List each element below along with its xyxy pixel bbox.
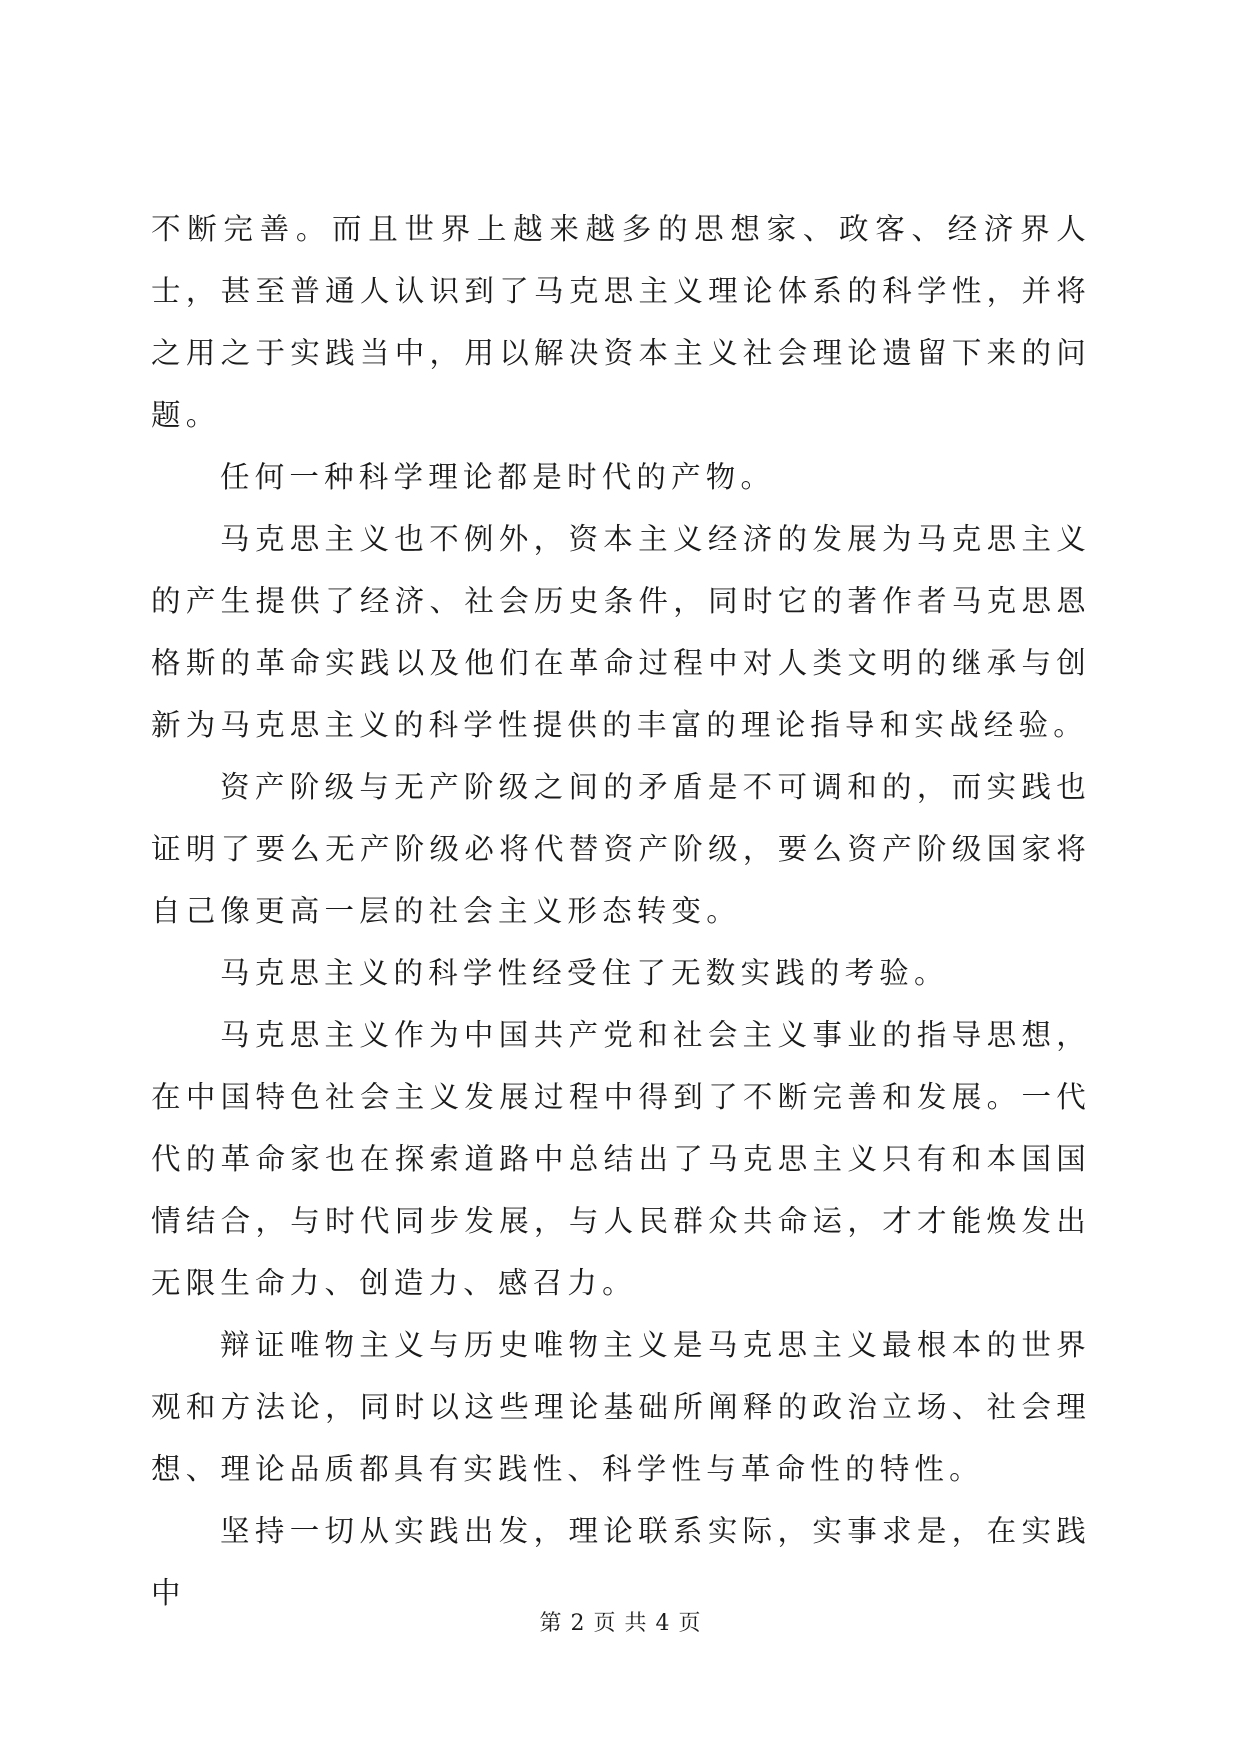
paragraph-2: 任何一种科学理论都是时代的产物。 bbox=[220, 460, 776, 494]
paragraph-5: 马克思主义的科学性经受住了无数实践的考验。 bbox=[220, 956, 949, 990]
paragraph-4: 资产阶级与无产阶级之间的矛盾是不可调和的，而实践也证明了要么无产阶级必将代替资产阶级，要么资产阶级国家将自己像更高一层的社会主义形态转变。 bbox=[151, 770, 1091, 928]
paragraph-8: 坚持一切从实践出发，理论联系实际，实事求是，在实践中 bbox=[151, 1514, 1091, 1610]
paragraph-7: 辩证唯物主义与历史唯物主义是马克思主义最根本的世界观和方法论，同时以这些理论基础所阐释的政治立场、社会理想、理论品质都具有实践性、科学性与革命性的特性。 bbox=[151, 1328, 1091, 1486]
paragraph-1: 不断完善。而且世界上越来越多的思想家、政客、经济界人士，甚至普通人认识到了马克思主义理论体系的科学性，并将之用之于实践当中，用以解决资本主义社会理论遗留下来的问题。 bbox=[151, 212, 1091, 432]
paragraph-3: 马克思主义也不例外，资本主义经济的发展为马克思主义的产生提供了经济、社会历史条件，同时它的著作者马克思恩格斯的革命实践以及他们在革命过程中对人类文明的继承与创新为马克思主义的科学性提供的丰富的理论指导和实战经验。 bbox=[151, 522, 1091, 742]
paragraph-6: 马克思主义作为中国共产党和社会主义事业的指导思想，在中国特色社会主义发展过程中得到了不断完善和发展。一代代的革命家也在探索道路中总结出了马克思主义只有和本国国情结合，与时代同步发展，与人民群众共命运，才才能焕发出无限生命力、创造力、感召力。 bbox=[151, 1018, 1091, 1300]
page-number-footer: 第 2 页 共 4 页 bbox=[539, 1611, 702, 1636]
document-body bbox=[151, 198, 1091, 1624]
